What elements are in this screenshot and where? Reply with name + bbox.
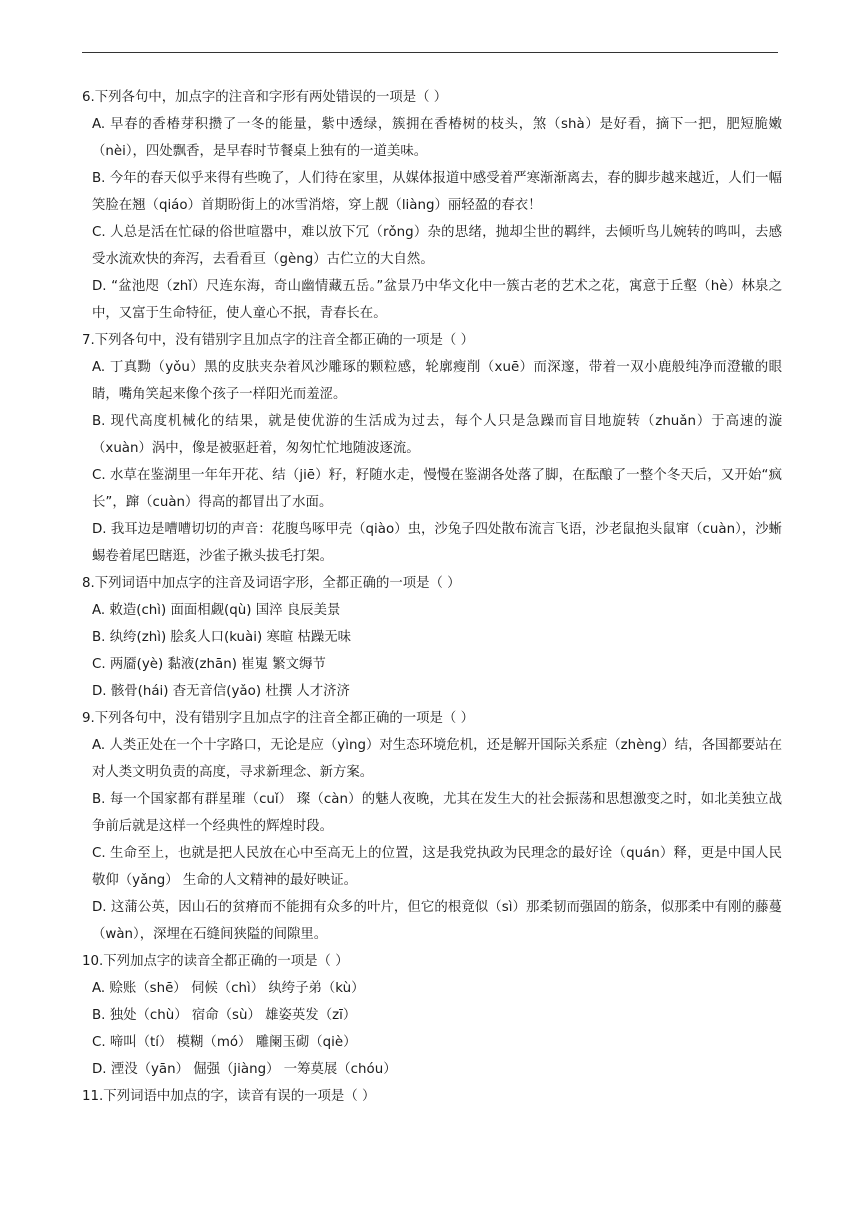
question-8-option-a: A. 敕造(chì) 面面相觑(qù) 国淬 良辰美景: [92, 603, 341, 618]
question-10-option-c: C. 啼叫（tí） 模糊（mó） 雕阑玉砌（qiè）: [92, 1035, 357, 1050]
question-8-stem: 8.下列词语中加点字的注音及词语字形，全都正确的一项是（ ）: [82, 576, 461, 591]
question-9-option-c: C. 生命至上，也就是把人民放在心中至高无上的位置，这是我党执政为民理念的最好诠（quán）释，更是中国人民敬仰（yǎng） 生命的人文精神的最好映证。: [92, 846, 782, 888]
header-rule: [82, 52, 778, 53]
question-9-option-a: A. 人类正处在一个十字路口，无论是应（yìng）对生态环境危机，还是解开国际关系症（zhèng）结，各国都要站在对人类文明负责的高度，寻求新理念、新方案。: [92, 738, 782, 780]
question-6-option-b: B. 今年的春天似乎来得有些晚了，人们待在家里，从媒体报道中感受着严寒渐渐离去，春的脚步越来越近，人们一幅笑脸在翘（qiáo）首期盼街上的冰雪消熔，穿上靓（liàng）丽轻盈的春衣！: [92, 171, 782, 213]
question-9-option-d: D. 这蒲公英，因山石的贫瘠而不能拥有众多的叶片，但它的根竟似（sì）那柔韧而强固的筋条，似那柔中有刚的藤蔓（wàn），深埋在石缝间狭隘的间隙里。: [92, 900, 782, 942]
question-10-option-d: D. 湮没（yān） 倔强（jiàng） 一筹莫展（chóu）: [92, 1062, 397, 1077]
question-10-option-b: B. 独处（chù） 宿命（sù） 雄姿英发（zī）: [92, 1008, 357, 1023]
question-10-option-a: A. 赊账（shē） 伺候（chì） 纨绔子弟（kù）: [92, 981, 365, 996]
question-9-stem: 9.下列各句中，没有错别字且加点字的注音全都正确的一项是（ ）: [82, 711, 474, 726]
question-list: [82, 84, 782, 1110]
question-9-option-b: B. 每一个国家都有群星璀（cuǐ） 璨（càn）的魅人夜晚，尤其在发生大的社会振荡和思想激变之时，如北美独立战争前后就是这样一个经典性的辉煌时段。: [92, 792, 782, 834]
question-8-option-b: B. 纨绔(zhì) 脍炙人口(kuài) 寒暄 枯躁无味: [92, 630, 352, 645]
question-7-option-d: D. 我耳边是嘈嘈切切的声音：花腹鸟啄甲壳（qiào）虫，沙兔子四处散布流言飞语，沙老鼠抱头鼠窜（cuàn），沙蜥蜴卷着尾巴瞎逛，沙雀子揪头拔毛打架。: [92, 522, 782, 564]
question-8-option-d: D. 骸骨(hái) 杳无音信(yǎo) 杜撰 人才济济: [92, 684, 350, 699]
question-6-option-a: A. 早春的香椿芽积攒了一冬的能量，紫中透绿，簇拥在香椿树的枝头，煞（shà）是好看，摘下一把，肥短脆嫩（nèi），四处飘香，是早春时节餐桌上独有的一道美味。: [92, 117, 782, 159]
question-10-stem: 10.下列加点字的读音全都正确的一项是（ ）: [82, 954, 349, 969]
question-7-option-b: B. 现代高度机械化的结果，就是使优游的生活成为过去，每个人只是急躁而盲目地旋转（zhuǎn）于高速的漩（xuàn）涡中，像是被驱赶着，匆匆忙忙地随波逐流。: [92, 414, 782, 456]
question-7-stem: 7.下列各句中，没有错别字且加点字的注音全都正确的一项是（ ）: [82, 333, 474, 348]
question-7-option-c: C. 水草在鉴湖里一年年开花、结（jiē）籽，籽随水走，慢慢在鉴湖各处落了脚，在酝酿了一整个冬天后，又开始“疯长”，蹿（cuàn）得高的都冒出了水面。: [92, 468, 782, 510]
question-6-option-d: D. “盆池咫（zhǐ）尺连东海，奇山幽情藏五岳。”盆景乃中华文化中一簇古老的艺术之花，寓意于丘壑（hè）林泉之中，又富于生命特征，使人童心不抿，青春长在。: [92, 279, 782, 321]
question-6-stem: 6.下列各句中，加点字的注音和字形有两处错误的一项是（ ）: [82, 90, 448, 105]
question-11-stem: 11.下列词语中加点的字，读音有误的一项是（ ）: [82, 1089, 376, 1104]
question-8-option-c: C. 两靥(yè) 黏液(zhān) 崔嵬 繁文缛节: [92, 657, 326, 672]
question-7-option-a: A. 丁真黝（yǒu）黑的皮肤夹杂着风沙雕琢的颗粒感，轮廓瘦削（xuē）而深邃，带着一双小鹿般纯净而澄辙的眼睛，嘴角笑起来像个孩子一样阳光而羞涩。: [92, 360, 782, 402]
question-6-option-c: C. 人总是活在忙碌的俗世喧嚣中，难以放下冗（rǒng）杂的思绪，抛却尘世的羁绊，去倾听鸟儿婉转的鸣叫，去感受水流欢快的奔泻，去看看亘（gèng）古伫立的大自然。: [92, 225, 782, 267]
